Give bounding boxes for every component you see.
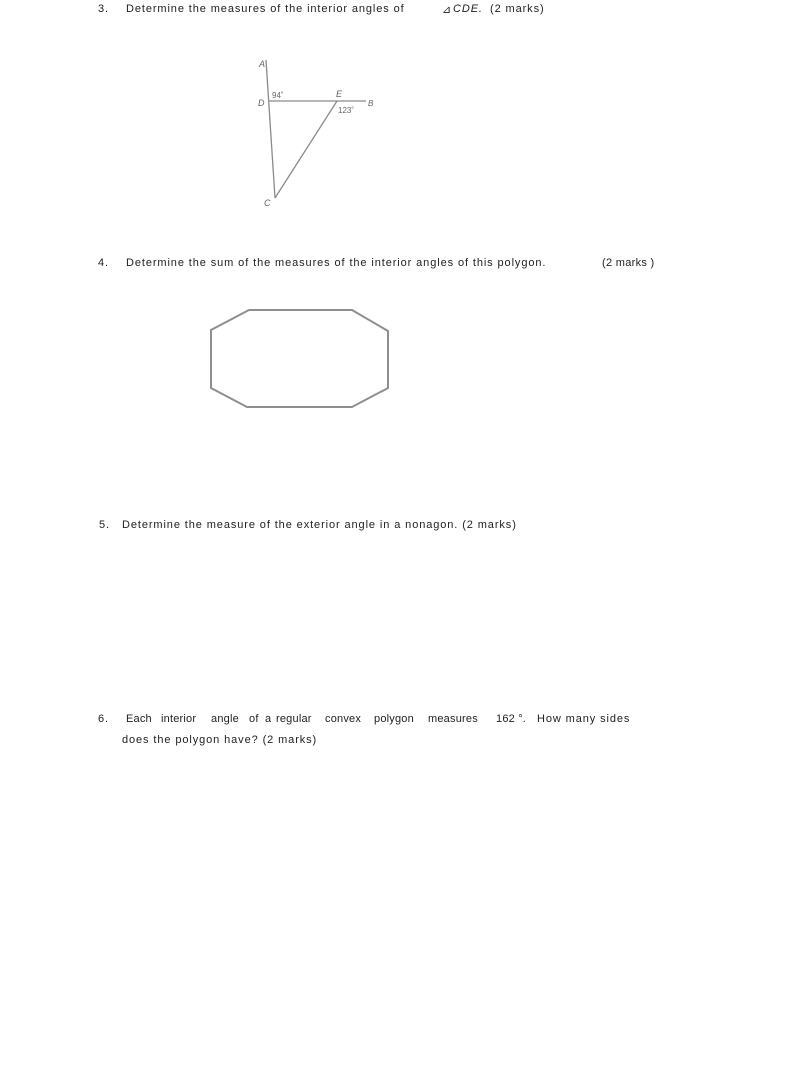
question-number: 4. bbox=[98, 257, 109, 269]
triangle-figure bbox=[240, 52, 390, 217]
label-c: C bbox=[264, 198, 271, 208]
question-number: 6. bbox=[98, 713, 109, 725]
label-e: E bbox=[336, 89, 343, 99]
q6-word: convex bbox=[325, 713, 362, 725]
q6-word: regular bbox=[276, 713, 312, 725]
q6-word: polygon bbox=[374, 713, 414, 725]
question-marks: (2 marks) bbox=[490, 3, 545, 15]
angle-d-label: 94˚ bbox=[272, 91, 284, 100]
q6-word: measures bbox=[428, 713, 478, 725]
q6-word: Each bbox=[126, 713, 152, 725]
question-6 bbox=[0, 713, 794, 753]
q6-word: 162 °. bbox=[496, 713, 527, 725]
label-a: A bbox=[259, 59, 266, 69]
question-text: Determine the measures of the interior angles of bbox=[126, 3, 405, 15]
question-marks: (2 marks ) bbox=[602, 257, 655, 269]
q6-word: angle bbox=[211, 713, 239, 725]
q6-word: of bbox=[249, 713, 259, 725]
line-ec bbox=[275, 101, 337, 198]
question-number: 3. bbox=[98, 3, 109, 15]
label-b: B bbox=[368, 99, 374, 108]
angle-e-label: 123˚ bbox=[338, 106, 355, 115]
question-text: Determine the sum of the measures of the interior angles of this polygon. bbox=[126, 257, 547, 269]
q6-word: a bbox=[265, 713, 272, 725]
label-d: D bbox=[258, 98, 265, 108]
question-3 bbox=[0, 3, 794, 19]
question-4 bbox=[0, 257, 794, 273]
q6-word: How many sides bbox=[537, 713, 631, 725]
q6-word: interior bbox=[161, 713, 197, 725]
triangle-symbol: ⊿ bbox=[442, 4, 452, 16]
octagon-diagram bbox=[205, 303, 395, 413]
octagon-figure bbox=[205, 303, 395, 418]
question-text: Determine the measure of the exterior angle in a nonagon. (2 marks) bbox=[122, 519, 517, 531]
triangle-name: CDE. bbox=[453, 3, 483, 15]
question-5 bbox=[0, 519, 794, 535]
question-text-line2: does the polygon have? (2 marks) bbox=[122, 734, 318, 746]
question-number: 5. bbox=[99, 519, 110, 531]
triangle-diagram bbox=[240, 52, 390, 212]
octagon-shape bbox=[211, 310, 388, 407]
line-ac bbox=[266, 60, 275, 198]
